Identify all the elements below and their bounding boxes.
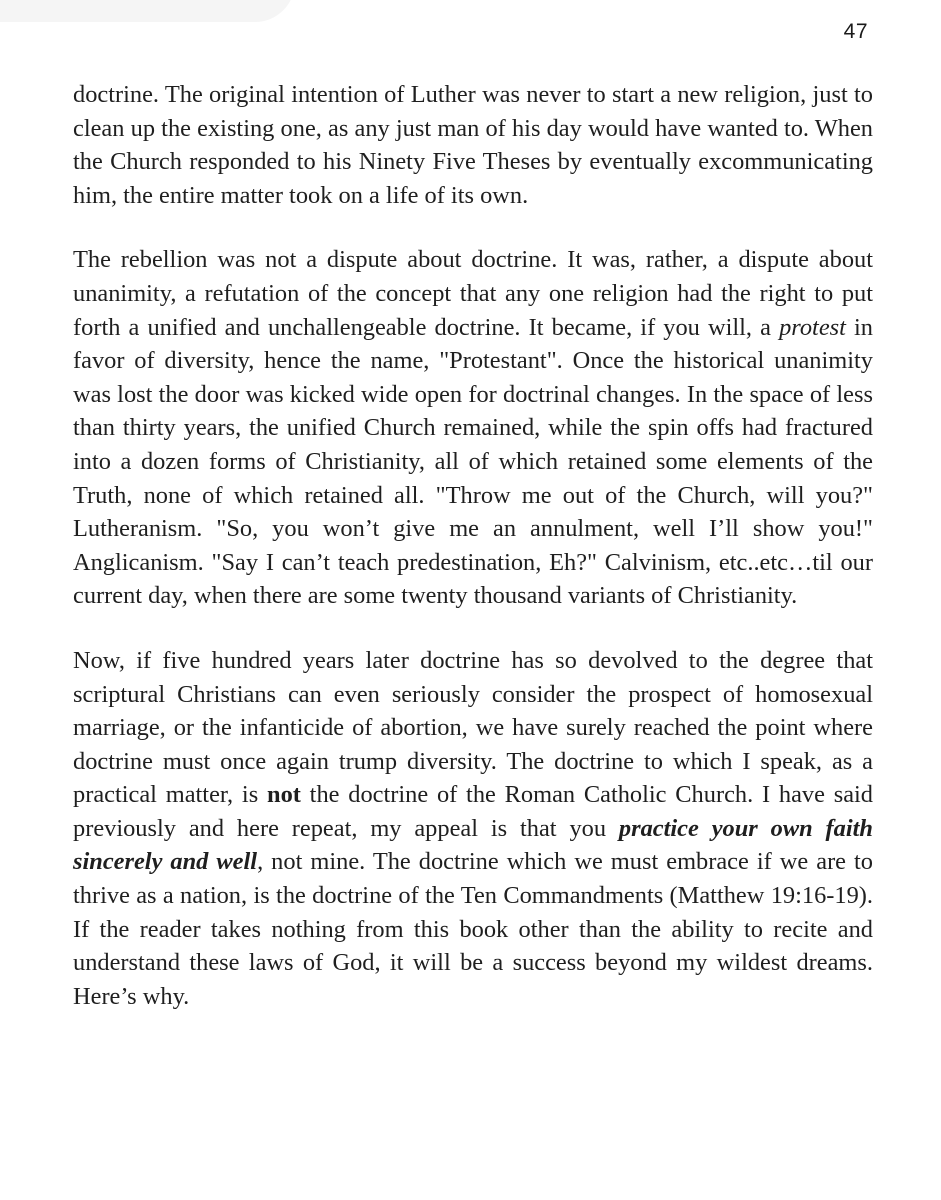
body-text — [73, 78, 873, 1044]
paragraph-3-text-b: the doctrine of the Roman Catholic Church. I have said previously and here repeat, my appeal is that you — [73, 781, 873, 842]
paragraph-2-text-b: in favor of diversity, hence the name, "Protestant". Once the historical unanimity was lost the door was kicked wide open for doctrinal changes. In the space of less than thirty years, the unified Church remained, while the spin offs had fractured into a dozen forms of Christianity, all of which retained some elements of the Truth, none of which retained all. "Throw me out of the Church, will you?" Lutheranism. "So, you won’t give me an annulment, well I’ll show you!" Anglicanism. "Say I can’t teach predestination, Eh?" Calvinism, etc..etc…til our current day, when there are some twenty thousand variants of Christianity. — [73, 313, 873, 610]
emphasis-practice-your-faith: practice your own faith sincerely and well — [73, 814, 873, 876]
page-number: 47 — [843, 20, 868, 43]
emphasis-not: not — [267, 781, 301, 809]
paragraph-2-text-a: The rebellion was not a dispute about doctrine. It was, rather, a dispute about unanimity, a refutation of the concept that any one religion had the right to put forth a unified and unchallengeable doctrine. It became, if you will, a — [73, 246, 873, 341]
paragraph-1-text: doctrine. The original intention of Luther was never to start a new religion, just to clean up the existing one, as any just man of his day would have wanted to. When the Church responded to his Ninety Five Theses by eventually excommunicating him, the entire matter took on a life of its own. — [73, 81, 873, 209]
paragraph-3 — [73, 644, 873, 1014]
paragraph-3-text-a: Now, if five hundred years later doctrine has so devolved to the degree that scriptural Christians can even seriously consider the prospect of homosexual marriage, or the infanticide of abortion, we have surely reached the point where doctrine must once again trump diversity. The doctrine to which I speak, as a practical matter, is — [73, 646, 873, 809]
paragraph-2 — [73, 243, 873, 613]
corner-overlay — [0, 0, 295, 22]
paragraph-1 — [73, 78, 873, 212]
emphasis-protest: protest — [779, 313, 846, 341]
paragraph-3-text-c: , not mine. The doctrine which we must embrace if we are to thrive as a nation, is the doctrine of the Ten Commandments (Matthew 19:16-19). If the reader takes nothing from this book other than the ability to recite and understand these laws of God, it will be a success beyond my wildest dreams. Here’s why. — [73, 848, 874, 1010]
